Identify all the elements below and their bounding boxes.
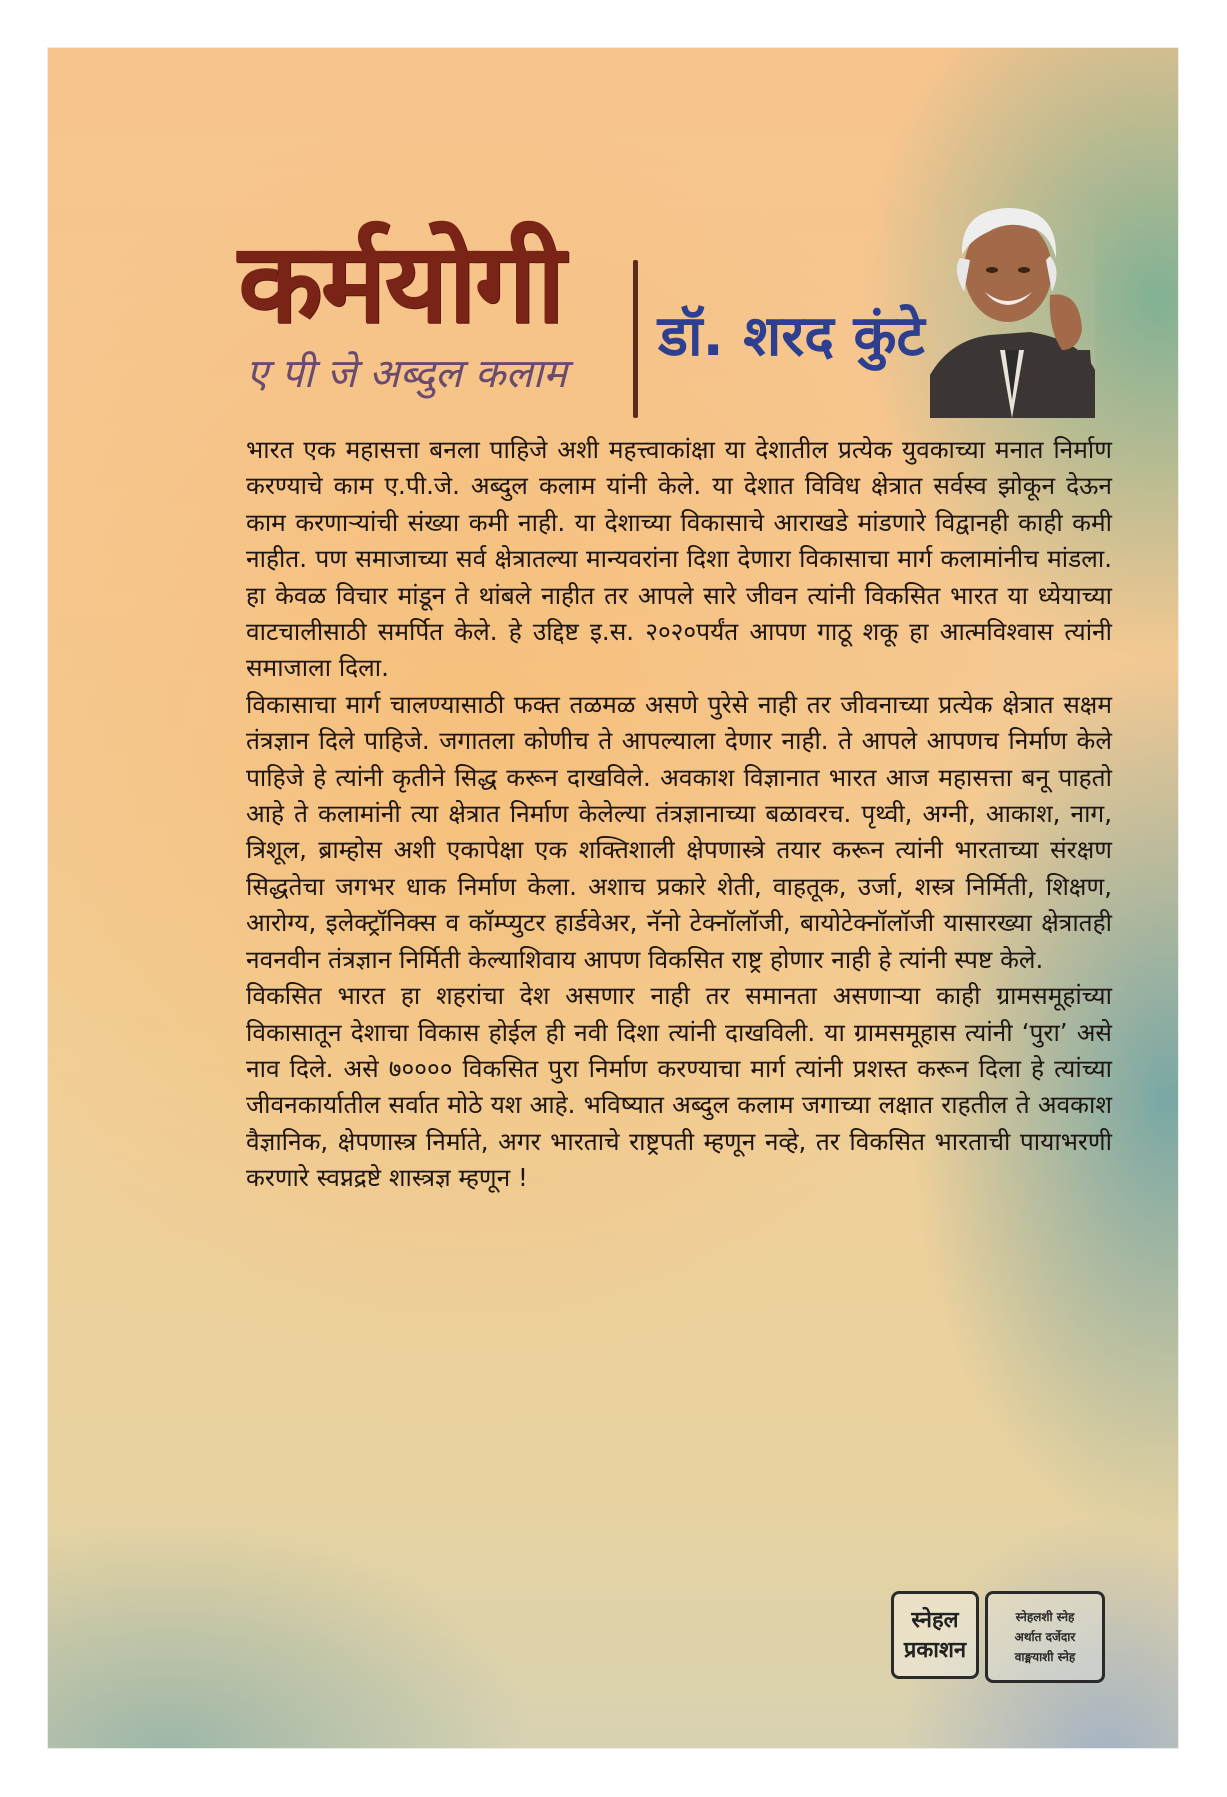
publisher-tagline-line2: अर्थात दर्जेदार bbox=[1014, 1630, 1076, 1644]
publisher-tagline-line1: स्नेहलशी स्नेह bbox=[1015, 1610, 1075, 1624]
title-block bbox=[238, 218, 618, 418]
blurb-paragraph-2: विकासाचा मार्ग चालण्यासाठी फक्त तळमळ असणे पुरेसे नाही तर जीवनाच्या प्रत्येक क्षेत्रात सक्षम तंत्रज्ञान दिले पाहिजे. जगातला कोणीच ते आपल्याला देणार नाही. ते आपले आपणच निर्माण केले पाहिजे हे त्यांनी कृतीने सिद्ध करून दाखविले. अवकाश विज्ञानात भारत आज महासत्ता बनू पाहतो आहे ते कलामांनी त्या क्षेत्रात निर्माण केलेल्या तंत्रज्ञानाच्या बळावरच. पृथ्वी, अग्नी, आकाश, नाग, त्रिशूल, ब्राम्होस अशी एकापेक्षा एक शक्तिशाली क्षेपणास्त्रे तयार करून त्यांनी भारताच्या संरक्षण सिद्धतेचा जगभर धाक निर्माण केला. अशाच प्रकारे शेती, वाहतूक, उर्जा, शस्त्र निर्मिती, शिक्षण, आरोग्य, इलेक्ट्रॉनिक्स व कॉम्प्युटर हार्डवेअर, नॅनो टेक्नॉलॉजी, बायोटेक्नॉलॉजी यासारख्या क्षेत्रातही नवनवीन तंत्रज्ञान निर्मिती केल्याशिवाय आपण विकसित राष्ट्र होणार नाही हे त्यांनी स्पष्ट केले. bbox=[246, 689, 1112, 974]
publisher-tagline-line3: वाङ्मयाशी स्नेह bbox=[1014, 1650, 1076, 1664]
book-title: कर्मयोगी bbox=[238, 218, 563, 347]
blurb-paragraph-3: विकसित भारत हा शहरांचा देश असणार नाही तर समानता असणाऱ्या काही ग्रामसमूहांच्या विकासातून देशाचा विकास होईल ही नवी दिशा त्यांनी दाखविली. या ग्रामसमूहास त्यांनी ‘पुरा’ असे नाव दिले. असे ७०००० विकसित पुरा निर्माण करण्याचा मार्ग त्यांनी प्रशस्त करून दिला हे त्यांच्या जीवनकार्यातील सर्वात मोठे यश आहे. भविष्यात अब्दुल कलाम जगाच्या लक्षात राहतील ते अवकाश वैज्ञानिक, क्षेपणास्त्र निर्माते, अगर भारताचे राष्ट्रपती म्हणून नव्हे, तर विकसित भारताची पायाभरणी करणारे स्वप्नद्रष्टे शास्त्रज्ञ म्हणून ! bbox=[246, 981, 1112, 1193]
publisher-name-line1: स्नेहल bbox=[911, 1607, 959, 1633]
publisher-tagline-box bbox=[985, 1591, 1105, 1683]
book-back-cover bbox=[48, 48, 1178, 1748]
portrait-photo-icon bbox=[930, 200, 1095, 418]
book-subtitle: ए पी जे अब्दुल कलाम bbox=[246, 351, 567, 397]
blurb-text bbox=[246, 432, 1112, 1197]
blurb-paragraph-1: भारत एक महासत्ता बनला पाहिजे अशी महत्त्वाकांक्षा या देशातील प्रत्येक युवकाच्या मनात निर्माण करण्याचे काम ए.पी.जे. अब्दुल कलाम यांनी केले. या देशात विविध क्षेत्रात सर्वस्व झोकून देऊन काम करणाऱ्यांची संख्या कमी नाही. या देशाच्या विकासाचे आराखडे मांडणारे विद्वानही काही कमी नाहीत. पण समाजाच्या सर्व क्षेत्रातल्या मान्यवरांना दिशा देणारा विकासाचा मार्ग कलामांनीच मांडला. हा केवळ विचार मांडून ते थांबले नाहीत तर आपले सारे जीवन त्यांनी विकसित भारत या ध्येयाच्या वाटचालीसाठी समर्पित केले. हे उद्दिष्ट इ.स. २०२०पर्यंत आपण गाठू शकू हा आत्मविश्वास त्यांनी समाजाला दिला. bbox=[246, 435, 1112, 683]
publisher-name-line2: प्रकाशन bbox=[903, 1637, 967, 1663]
author-name: डॉ. शरद कुंटे bbox=[658, 304, 925, 369]
publisher-name-box bbox=[891, 1591, 979, 1679]
title-divider bbox=[633, 260, 638, 418]
publisher-logo bbox=[891, 1591, 1105, 1683]
